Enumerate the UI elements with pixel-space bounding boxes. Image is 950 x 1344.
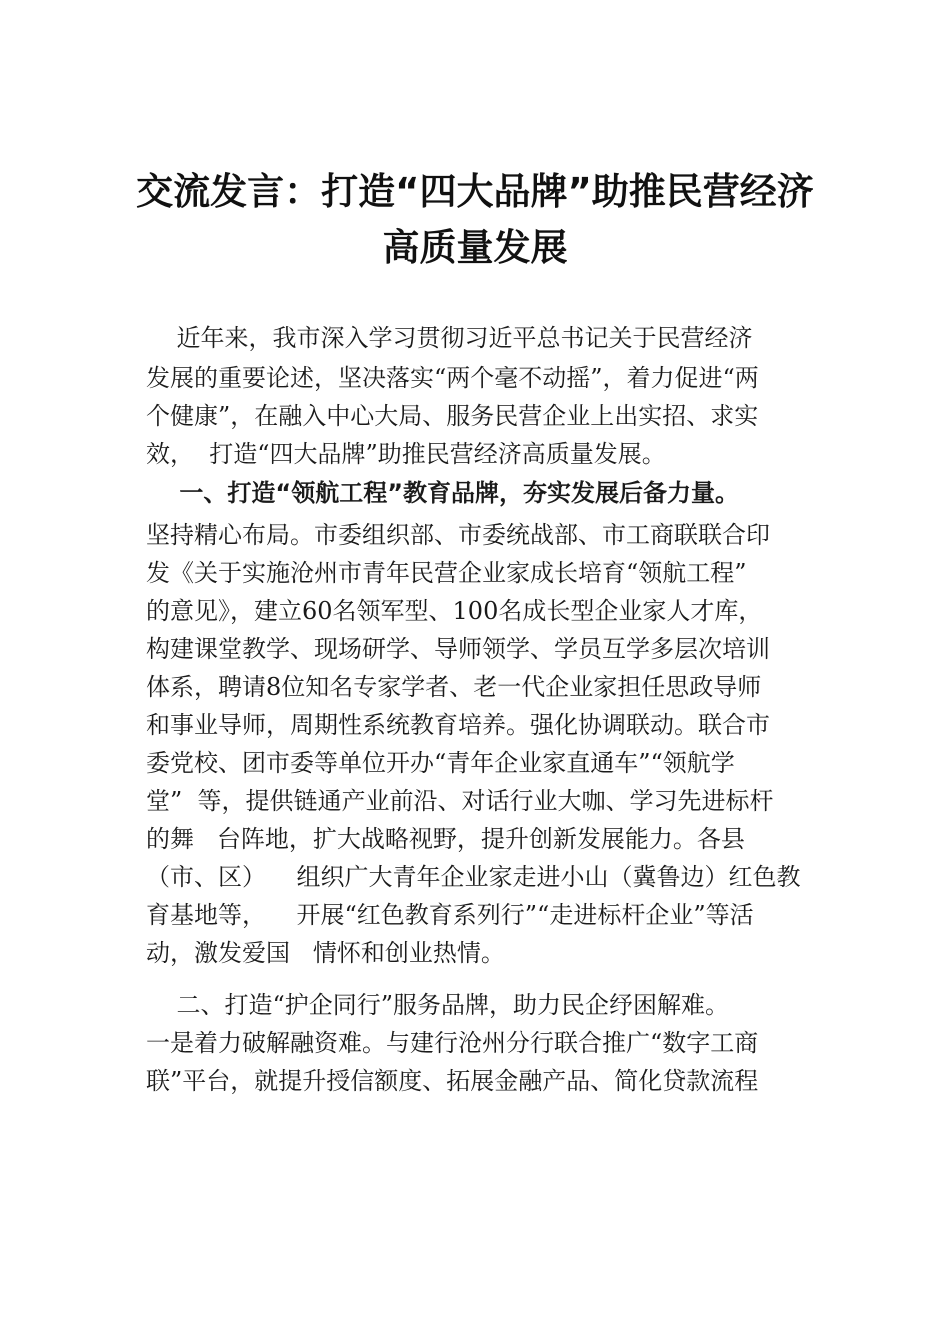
paragraph-2-line-5: 体系，聘请8位知名专家学者、老一代企业家担任思政导师 xyxy=(146,673,762,701)
paragraph-2-line-11: 育基地等， 开展“红色教育系列行”“走进标杆企业”等活 xyxy=(146,901,754,929)
paragraph-2-line-12: 动，激发爱国 情怀和创业热情。 xyxy=(146,939,505,967)
paragraph-2-line-10: （市、区） 组织广大青年企业家走进小山（冀鲁边）红色教 xyxy=(146,863,801,891)
paragraph-1-line-2: 发展的重要论述，坚决落实“两个毫不动摇”，着力促进“两 xyxy=(146,364,759,392)
paragraph-2-line-4: 构建课堂教学、现场研学、导师领学、学员互学多层次培训 xyxy=(146,635,770,663)
paragraph-3-line-1: 一是着力破解融资难。与建行沧州分行联合推广“数字工商 xyxy=(146,1029,759,1057)
document-title-line-2: 高质量发展 xyxy=(382,226,568,269)
paragraph-3-line-2: 联”平台，就提升授信额度、拓展金融产品、简化贷款流程 xyxy=(146,1067,759,1095)
document-title-line-1: 交流发言：打造“四大品牌”助推民营经济 xyxy=(136,170,814,213)
section-heading-1: 一、打造“领航工程”教育品牌，夯实发展后备力量。 xyxy=(146,479,739,507)
paragraph-1-line-3: 个健康”，在融入中心大局、服务民营企业上出实招、求实 xyxy=(146,402,759,430)
paragraph-2-line-8: 堂” 等，提供链通产业前沿、对话行业大咖、学习先进标杆 xyxy=(146,787,774,815)
paragraph-2-line-6: 和事业导师，周期性系统教育培养。强化协调联动。联合市 xyxy=(146,711,770,739)
section-heading-2: 二、打造“护企同行”服务品牌，助力民企纾困解难。 xyxy=(146,991,730,1019)
paragraph-1-line-4: 效， 打造“四大品牌”助推民营经济高质量发展。 xyxy=(146,440,666,468)
paragraph-2-line-7: 委党校、团市委等单位开办“青年企业家直通车”“领航学 xyxy=(146,749,735,777)
paragraph-2-line-3: 的意见》，建立60名领军型、100名成长型企业家人才库， xyxy=(146,597,763,625)
paragraph-2-line-9: 的舞 台阵地，扩大战略视野，提升创新发展能力。各县 xyxy=(146,825,745,853)
paragraph-2-line-2: 发《关于实施沧州市青年民营企业家成长培育“领航工程” xyxy=(146,559,747,587)
paragraph-1-line-1: 近年来，我市深入学习贯彻习近平总书记关于民营经济 xyxy=(146,324,753,352)
paragraph-2-line-1: 坚持精心布局。市委组织部、市委统战部、市工商联联合印 xyxy=(146,521,770,549)
